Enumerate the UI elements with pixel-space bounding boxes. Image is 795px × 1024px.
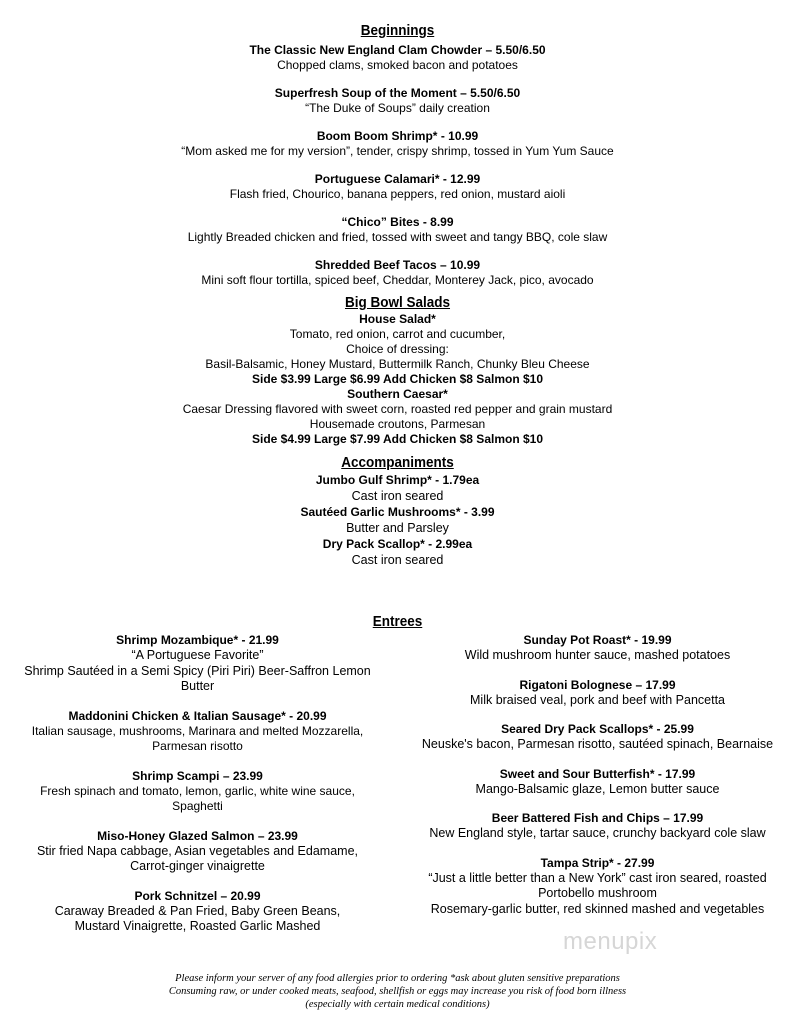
section-title-beginnings: Beginnings (360, 22, 435, 39)
menu-item (410, 767, 785, 798)
item-name: Jumbo Gulf Shrimp* - 1.79ea (315, 473, 480, 487)
allergy-disclaimer (0, 972, 795, 1011)
item-description: “A Portuguese Favorite” (131, 648, 264, 662)
item-name: The Classic New England Clam Chowder – 5.50/6.50 (249, 43, 546, 57)
item-description: Shrimp Sautéed in a Semi Spicy (Piri Piri) Beer-Saffron Lemon (24, 663, 371, 678)
menu-item (410, 633, 785, 664)
item-name: Southern Caesar* (347, 387, 448, 401)
disclaimer-line: (especially with certain medical conditions) (305, 999, 490, 1010)
item-name: Dry Pack Scallop* - 2.99ea (322, 537, 473, 551)
item-description: Mini soft flour tortilla, spiced beef, Cheddar, Monterey Jack, pico, avocado (201, 273, 594, 287)
watermark-logo: menupix (563, 928, 658, 955)
item-description: Lightly Breaded chicken and fried, tossed with sweet and tangy BBQ, cole slaw (187, 230, 608, 244)
menu-item (10, 769, 385, 815)
item-description: New England style, tartar sauce, crunchy backyard cole slaw (429, 826, 766, 840)
item-description: Neuske's bacon, Parmesan risotto, sautéed spinach, Bearnaise (421, 737, 774, 751)
menu-item (0, 172, 795, 202)
item-description: Caraway Breaded & Pan Fried, Baby Green Beans, (54, 903, 341, 918)
menu-item (10, 889, 385, 935)
item-description: Fresh spinach and tomato, lemon, garlic, white wine sauce, (40, 783, 355, 798)
disclaimer-line: Consuming raw, or under cooked meats, seafood, shellfish or eggs may increase you risk of food born illness (168, 986, 627, 997)
menu-item (10, 709, 385, 755)
item-description: Italian sausage, mushrooms, Marinara and melted Mozzarella, (31, 723, 364, 738)
item-description: Butter (180, 679, 215, 693)
menu-item (410, 722, 785, 753)
menu-item (10, 633, 385, 695)
item-name: House Salad* (359, 312, 436, 326)
menu-item (0, 258, 795, 288)
item-name: Superfresh Soup of the Moment – 5.50/6.50 (274, 86, 521, 100)
item-name: Miso-Honey Glazed Salmon – 23.99 (97, 828, 298, 843)
item-description: Wild mushroom hunter sauce, mashed potatoes (464, 648, 731, 662)
item-name: Tampa Strip* - 27.99 (540, 855, 655, 870)
menu-item (410, 811, 785, 842)
item-name: Rigatoni Bolognese – 17.99 (519, 677, 676, 692)
item-name: Beer Battered Fish and Chips – 17.99 (491, 811, 704, 825)
item-description: “The Duke of Soups” daily creation (305, 101, 490, 115)
item-name: Seared Dry Pack Scallops* - 25.99 (501, 722, 694, 736)
section-title-accompaniments: Accompaniments (341, 454, 454, 471)
item-name: Sautéed Garlic Mushrooms* - 3.99 (300, 505, 495, 519)
menu-item (10, 829, 385, 875)
item-description: Choice of dressing: (346, 342, 449, 356)
menu-top-column (0, 22, 795, 568)
item-description: Cast iron seared (351, 489, 444, 503)
item-price: Side $4.99 Large $7.99 Add Chicken $8 Salmon $10 (251, 432, 544, 446)
item-description: Housemade croutons, Parmesan (309, 417, 486, 431)
menu-item (410, 678, 785, 709)
menu-item (0, 215, 795, 245)
item-name: Portuguese Calamari* - 12.99 (314, 172, 481, 186)
item-description: Butter and Parsley (346, 521, 449, 535)
item-description: Stir fried Napa cabbage, Asian vegetables and Edamame, (36, 843, 359, 858)
item-name: Shrimp Scampi – 23.99 (132, 768, 263, 783)
item-description: Mango-Balsamic glaze, Lemon butter sauce (475, 781, 720, 796)
entrees-left-column (10, 633, 385, 949)
item-description: “Mom asked me for my version”, tender, crispy shrimp, tossed in Yum Yum Sauce (181, 144, 614, 158)
item-price: Side $3.99 Large $6.99 Add Chicken $8 Salmon $10 (251, 372, 544, 386)
menu-item (0, 129, 795, 159)
item-description: Portobello mushroom (538, 886, 657, 900)
item-name: Shredded Beef Tacos – 10.99 (314, 258, 481, 272)
item-name: Boom Boom Shrimp* - 10.99 (316, 129, 479, 143)
item-name: Sunday Pot Roast* - 19.99 (523, 633, 672, 647)
item-description: Basil-Balsamic, Honey Mustard, Buttermilk Ranch, Chunky Bleu Cheese (205, 357, 590, 371)
item-description: Mustard Vinaigrette, Roasted Garlic Mashed (74, 919, 321, 933)
disclaimer-line: Please inform your server of any food allergies prior to ordering *ask about gluten sensitive preparations (175, 973, 620, 984)
item-name: “Chico” Bites - 8.99 (341, 215, 454, 229)
menu-item (0, 86, 795, 116)
salads-list (0, 312, 795, 447)
item-description: Tomato, red onion, carrot and cucumber, (289, 327, 506, 341)
accompaniments-list (0, 472, 795, 568)
item-name: Maddonini Chicken & Italian Sausage* - 20.99 (68, 708, 327, 723)
section-title-big-bowl-salads: Big Bowl Salads (344, 294, 451, 311)
beginnings-list (0, 43, 795, 288)
item-description: Caesar Dressing flavored with sweet corn, roasted red pepper and grain mustard (182, 402, 613, 416)
item-description: Chopped clams, smoked bacon and potatoes (277, 58, 518, 72)
item-description: Flash fried, Chourico, banana peppers, red onion, mustard aioli (229, 187, 566, 201)
item-description: Parmesan risotto (152, 739, 243, 753)
item-name: Sweet and Sour Butterfish* - 17.99 (499, 766, 696, 781)
item-description: Cast iron seared (351, 553, 444, 567)
item-description: “Just a little better than a New York” cast iron seared, roasted (428, 870, 767, 885)
item-description: Carrot-ginger vinaigrette (130, 859, 265, 873)
item-name: Pork Schnitzel – 20.99 (134, 888, 261, 903)
item-description: Milk braised veal, pork and beef with Pancetta (470, 692, 725, 707)
section-title-entrees: Entrees (372, 613, 423, 630)
item-description: Spaghetti (172, 799, 223, 813)
item-name: Shrimp Mozambique* - 21.99 (116, 633, 279, 647)
item-description: Rosemary-garlic butter, red skinned mashed and vegetables (430, 901, 765, 916)
entrees-right-column (410, 633, 785, 931)
menu-item (410, 856, 785, 918)
menu-item (0, 43, 795, 73)
